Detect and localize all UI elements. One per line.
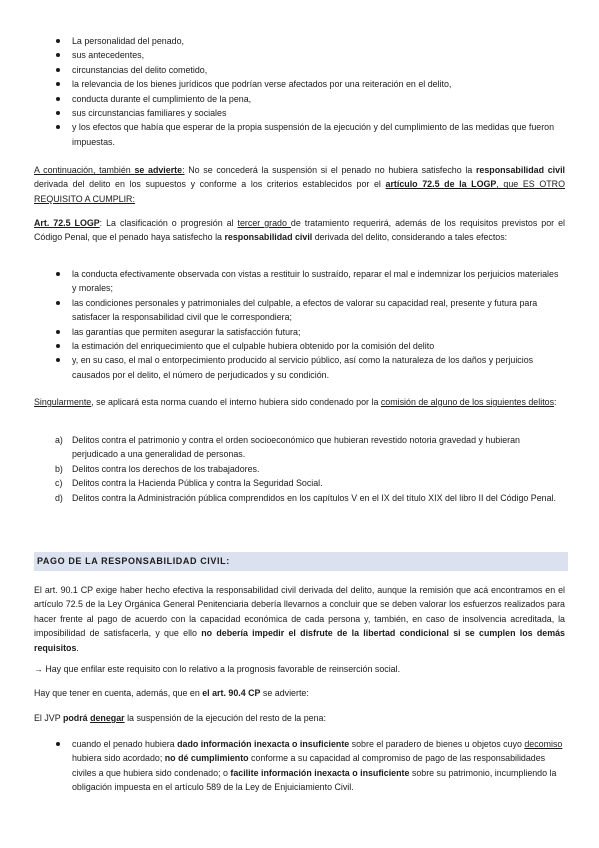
effects-list bbox=[34, 267, 565, 382]
arrow-paragraph-block bbox=[34, 662, 565, 676]
text-run: hubiera sido acordado; bbox=[72, 753, 165, 764]
bold-run: no dé cumplimiento bbox=[164, 753, 249, 764]
list-item: conducta durante el cumplimiento de la pena, bbox=[34, 92, 565, 106]
text-run: cuando el penado hubiera bbox=[72, 739, 178, 749]
text-run: sobre su patrimonio, incumpliendo la obligación impuesta en el artículo 589 de la Ley de Enjuiciamiento Civil. bbox=[72, 767, 557, 793]
bold-underline-run: denegar bbox=[90, 713, 125, 723]
list-item: circunstancias del delito cometido, bbox=[34, 63, 565, 77]
list-item bbox=[34, 476, 565, 490]
list-item: y, en su caso, el mal o entorpecimiento producido al servicio público, así como la naturaleza de los daños y perjuicios causados por el delito, el número de perjudicados y su condición. bbox=[34, 353, 565, 382]
art901-paragraph bbox=[34, 583, 565, 655]
bold-run: el art. 90.4 CP bbox=[202, 688, 261, 698]
text-run: sobre el paradero de bienes u objetos cuyo bbox=[349, 739, 525, 749]
jvp-paragraph-block bbox=[34, 711, 565, 725]
bold-underline-run: artículo 72.5 de la LOGP bbox=[385, 179, 497, 190]
effects-section bbox=[34, 267, 565, 382]
final-section bbox=[34, 737, 565, 795]
text-run: derivada del delito en los supuestos y conforme a los criterios establecidos por el bbox=[34, 179, 386, 190]
list-item bbox=[34, 462, 565, 476]
text-run: : La clasificación o progresión al bbox=[99, 218, 238, 228]
text-run: derivada del delito, considerando a tales efectos: bbox=[312, 232, 508, 243]
underline-run: decomiso bbox=[524, 739, 563, 749]
list-item: las garantías que permiten asegurar la satisfacción futura; bbox=[34, 325, 565, 339]
text-run: se advierte: bbox=[260, 688, 309, 698]
section-heading: PAGO DE LA RESPONSABILIDAD CIVIL: bbox=[37, 556, 230, 566]
text-run: conforme a su capacidad al compromiso de pago de las responsabilidades civiles a que hubiera sido condenado; o bbox=[72, 753, 546, 778]
continuacion-paragraph bbox=[34, 163, 565, 206]
text-run: El art. 90.1 CP exige haber hecho efectiva la responsabilidad civil derivada del delito, aunque la remisión que acá encontramos en el artículo 72.5 de la Ley Orgánica General Penitenciaria debería llevarnos a concluir que se deben valorar los esfuerzos realizados para hacer frente al pago de acuerdo con la capacidad económica de cada persona y, también, en caso de insolvencia acreditada, la imposibilidad de satisfacerla, y que ello bbox=[34, 585, 565, 639]
bold-run: responsabilidad civil bbox=[224, 232, 313, 243]
bold-run: facilite información inexacta o insuficiente bbox=[230, 767, 410, 778]
article-label: Art. 72.5 LOGP bbox=[34, 218, 100, 228]
list-item: la conducta efectivamente observada con vistas a restituir lo sustraído, reparar el mal e indemnizar los perjuicios materiales y morales; bbox=[34, 267, 565, 296]
text-run: , se aplicará esta norma cuando el interno hubiera sido condenado por la bbox=[91, 397, 381, 407]
jvp-paragraph bbox=[34, 711, 565, 725]
list-text: Delitos contra el patrimonio y contra el orden socioeconómico que hubieran revestido notoria gravedad y hubieran perjudicado a una generalidad de personas. bbox=[72, 435, 520, 460]
continuacion-paragraph-block bbox=[34, 163, 565, 206]
list-item: sus circunstancias familiares y sociales bbox=[34, 106, 565, 120]
bold-run: no debería impedir el disfrute de la libertad condicional si se cumplen los demás requisitos bbox=[34, 628, 565, 653]
text-run: : bbox=[554, 397, 557, 407]
underline-run: comisión de alguno de los siguientes delitos bbox=[380, 397, 555, 407]
art725-paragraph-block bbox=[34, 216, 565, 245]
list-text: Delitos contra la Hacienda Pública y contra la Seguridad Social. bbox=[72, 478, 323, 489]
text-run: Hay que tener en cuenta, además, que en bbox=[34, 688, 203, 698]
lead-text: A continuación, también bbox=[34, 165, 135, 175]
art904-paragraph bbox=[34, 686, 565, 700]
lead-bold: se advierte bbox=[134, 165, 183, 175]
list-item bbox=[34, 491, 565, 505]
section-heading-bar bbox=[34, 552, 568, 571]
text-run: No se concederá la suspensión si el penado no hubiera satisfecho la bbox=[184, 165, 476, 175]
art904-paragraph-block bbox=[34, 686, 565, 700]
arrow-paragraph: → Hay que enfilar este requisito con lo relativo a la prognosis favorable de reinserción social. bbox=[34, 664, 401, 674]
text-run: El JVP bbox=[34, 713, 63, 723]
list-item: sus antecedentes, bbox=[34, 48, 565, 62]
text-run: . bbox=[76, 642, 79, 653]
list-item bbox=[34, 737, 565, 795]
crimes-section bbox=[34, 433, 565, 505]
art901-paragraph-block bbox=[34, 583, 565, 655]
final-list bbox=[34, 737, 565, 795]
list-marker: d) bbox=[55, 492, 63, 503]
list-text: Delitos contra la Administración pública comprendidos en los capítulos V en el IX del título XIX del libro II del Código Penal. bbox=[72, 492, 556, 503]
list-item: la estimación del enriquecimiento que el culpable hubiera obtenido por la comisión del delito bbox=[34, 339, 565, 353]
text-run: de tratamiento requerirá, además de los requisitos previstos por el Código Penal, que el penado haya satisfecho la bbox=[34, 218, 565, 243]
list-marker: c) bbox=[55, 478, 63, 489]
bold-run: dado información inexacta o insuficiente bbox=[177, 739, 350, 749]
lead-colon: : bbox=[182, 165, 185, 175]
singular-paragraph bbox=[34, 395, 565, 409]
list-marker: b) bbox=[55, 463, 63, 474]
list-text: Delitos contra los derechos de los trabajadores. bbox=[72, 463, 260, 474]
list-marker: a) bbox=[55, 435, 63, 445]
list-item: y los efectos que había que esperar de la propia suspensión de la ejecución y del cumplimiento de las medidas que fueron impuestas. bbox=[34, 120, 565, 149]
text-run: la suspensión de la ejecución del resto de la pena: bbox=[124, 713, 326, 723]
list-item: las condiciones personales y patrimoniales del culpable, a efectos de valorar su capacidad real, presente y futura para satisfacer la responsabilidad civil que le correspondiera; bbox=[34, 296, 565, 325]
singular-paragraph-block bbox=[34, 395, 565, 409]
list-item: La personalidad del penado, bbox=[34, 34, 565, 48]
underline-run: tercer grado bbox=[237, 218, 291, 228]
art725-paragraph bbox=[34, 216, 565, 245]
bold-run: responsabilidad civil bbox=[475, 165, 566, 175]
list-item bbox=[34, 433, 565, 462]
criteria-list bbox=[34, 34, 565, 149]
underline-run: Singularmente bbox=[34, 397, 92, 407]
bold-run: podrá bbox=[62, 713, 88, 723]
list-item: la relevancia de los bienes jurídicos que podrían verse afectados por una reiteración en el delito, bbox=[34, 77, 565, 91]
underline-run: , que ES OTRO REQUISITO A CUMPLIR: bbox=[34, 179, 565, 204]
criteria-section bbox=[34, 34, 565, 149]
crimes-list bbox=[34, 433, 565, 505]
